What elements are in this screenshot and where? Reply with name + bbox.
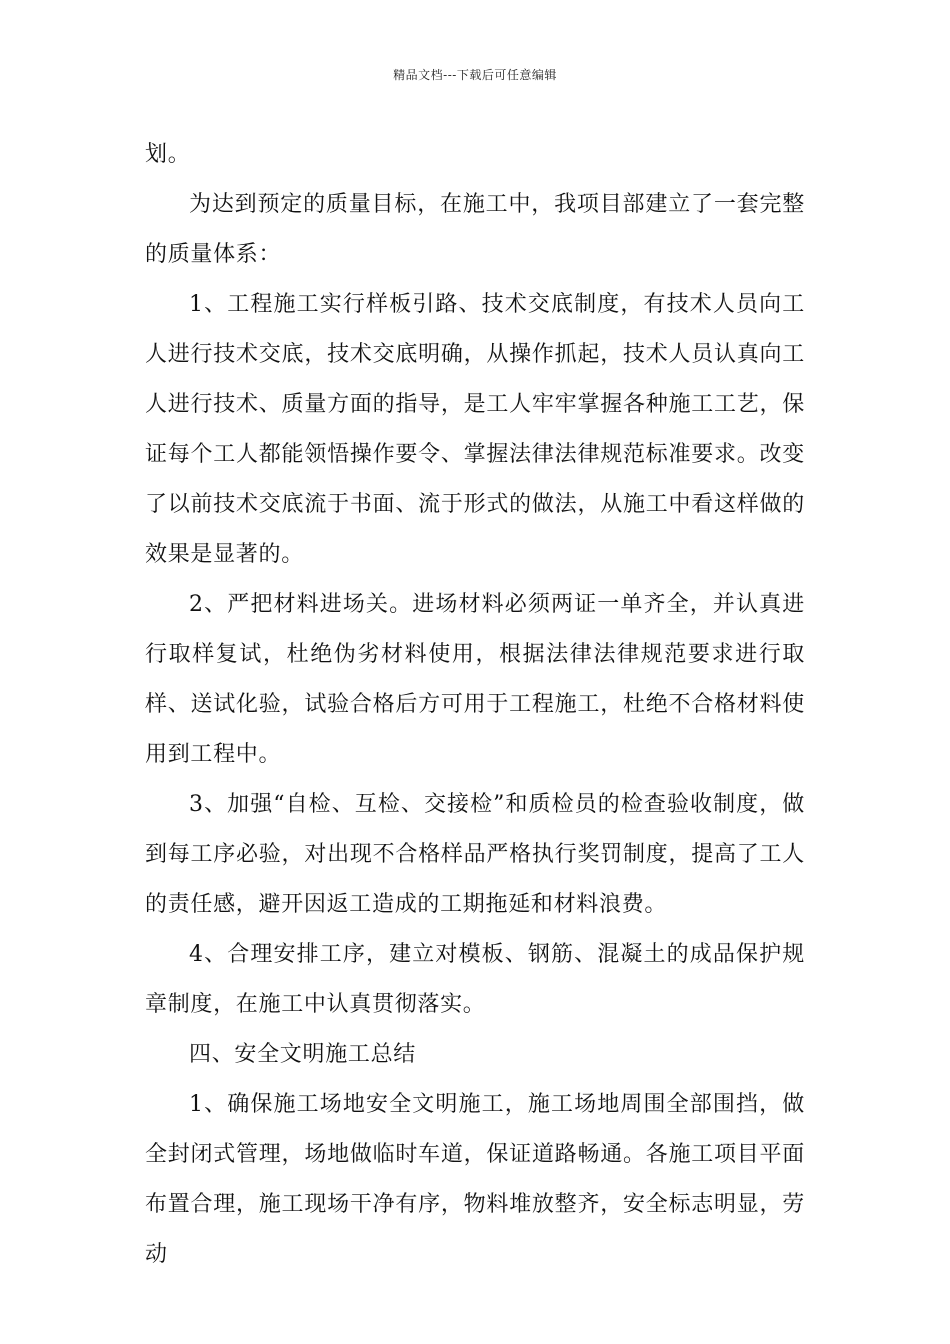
paragraph-item-4: 4、合理安排工序，建立对模板、钢筋、混凝土的成品保护规章制度，在施工中认真贯彻落实。 bbox=[145, 942, 805, 1017]
document-body bbox=[145, 130, 805, 1280]
section-heading-safety: 四、安全文明施工总结 bbox=[189, 1042, 417, 1067]
paragraph-item-3: 3、加强“自检、互检、交接检”和质检员的检查验收制度，做到每工序必验，对出现不合格样品严格执行奖罚制度，提高了工人的责任感，避开因返工造成的工期拖延和材料浪费。 bbox=[145, 792, 805, 917]
paragraph-quality-intro: 为达到预定的质量目标，在施工中，我项目部建立了一套完整的质量体系： bbox=[145, 192, 805, 267]
paragraph-item-1: 1、工程施工实行样板引路、技术交底制度，有技术人员向工人进行技术交底，技术交底明确，从操作抓起，技术人员认真向工人进行技术、质量方面的指导，是工人牢牢掌握各种施工工艺，保证每个工人都能领悟操作要令、掌握法律法律规范标准要求。改变了以前技术交底流于书面、流于形式的做法，从施工中看这样做的效果是显著的。 bbox=[145, 292, 805, 567]
paragraph-item-2: 2、严把材料进场关。进场材料必须两证一单齐全，并认真进行取样复试，杜绝伪劣材料使用，根据法律法律规范要求进行取样、送试化验，试验合格后方可用于工程施工，杜绝不合格材料使用到工程中。 bbox=[145, 592, 805, 767]
paragraph-continuation: 划。 bbox=[145, 142, 191, 167]
page-header: 精品文档---下载后可任意编辑 bbox=[393, 68, 557, 82]
paragraph-safety-item-1: 1、确保施工场地安全文明施工，施工场地周围全部围挡，做全封闭式管理，场地做临时车道，保证道路畅通。各施工项目平面布置合理，施工现场干净有序，物料堆放整齐，安全标志明显，劳动 bbox=[145, 1092, 805, 1267]
